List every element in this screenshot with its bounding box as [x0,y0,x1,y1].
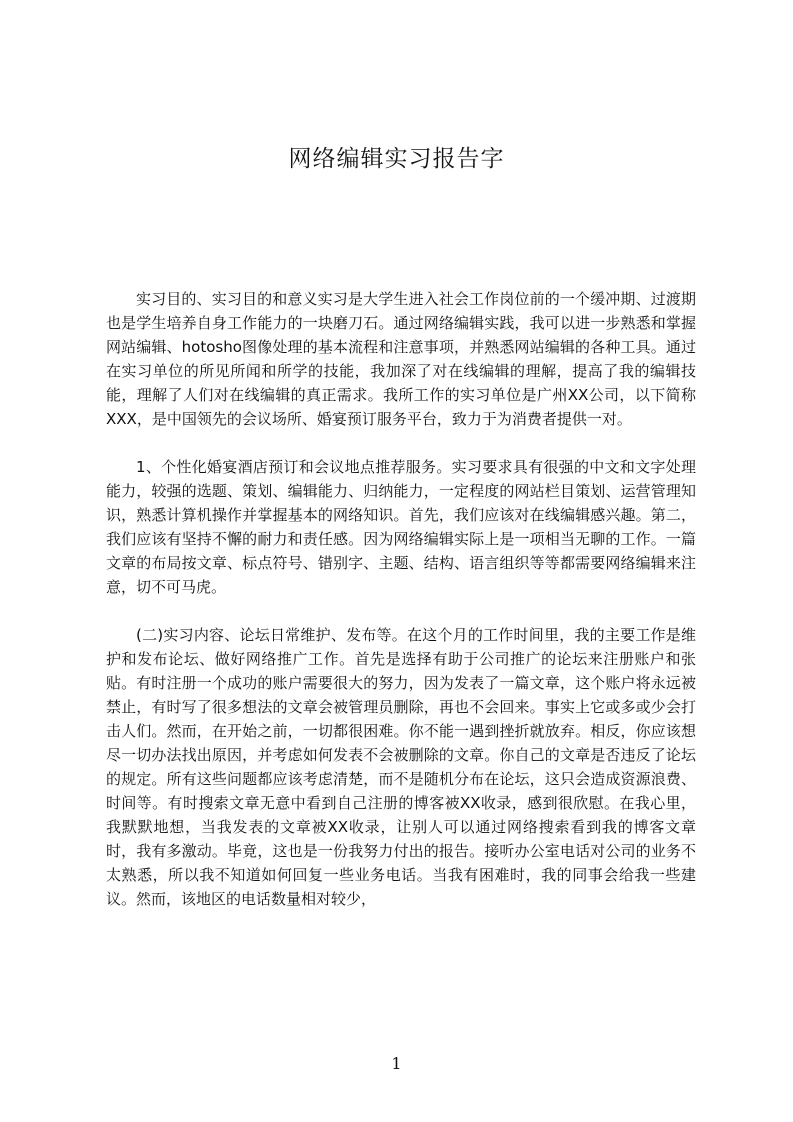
paragraph-content: (二)实习内容、论坛日常维护、发布等。在这个月的工作时间里，我的主要工作是维护和发布论坛、做好网络推广工作。首先是选择有助于公司推广的论坛来注册账户和张贴。有时注册一个成功的账户需要很大的努力，因为发表了一篇文章，这个账户将永远被禁止，有时写了很多想法的文章会被管理员删除，再也不会回来。事实上它或多或少会打击人们。然而，在开始之前，一切都很困难。你不能一遇到挫折就放弃。相反，你应该想尽一切办法找出原因，并考虑如何发表不会被删除的文章。你自己的文章是否违反了论坛的规定。所有这些问题都应该考虑清楚，而不是随机分布在论坛，这只会造成资源浪费、时间等。有时搜索文章无意中看到自己注册的博客被XX收录，感到很欣慰。在我心里，我默默地想，当我发表的文章被XX收录，让别人可以通过网络搜索看到我的博客文章时，我有多激动。毕竟，这也是一份我努力付出的报告。接听办公室电话对公司的业务不太熟悉，所以我不知道如何回复一些业务电话。当我有困难时，我的同事会给我一些建议。然而，该地区的电话数量相对较少， [106,626,696,908]
document-body [106,287,696,935]
paragraph-requirements: 1、个性化婚宴酒店预订和会议地点推荐服务。实习要求具有很强的中文和文字处理能力，较强的选题、策划、编辑能力、归纳能力，一定程度的网站栏目策划、运营管理知识，熟悉计算机操作并掌握基本的网络知识。首先，我们应该对在线编辑感兴趣。第二，我们应该有坚持不懈的耐力和责任感。因为网络编辑实际上是一项相当无聊的工作。一篇文章的布局按文章、标点符号、错别字、主题、结构、语言组织等等都需要网络编辑来注意，切不可马虎。 [106,458,696,596]
paragraph-intro: 实习目的、实习目的和意义实习是大学生进入社会工作岗位前的一个缓冲期、过渡期也是学生培养自身工作能力的一块磨刀石。通过网络编辑实践，我可以进一步熟悉和掌握网站编辑、hotosho图像处理的基本流程和注意事项，并熟悉网站编辑的各种工具。通过在实习单位的所见所闻和所学的技能，我加深了对在线编辑的理解，提高了我的编辑技能，理解了人们对在线编辑的真正需求。我所工作的实习单位是广州XX公司，以下简称XXX，是中国领先的会议场所、婚宴预订服务平台，致力于为消费者提供一对。 [106,290,696,428]
page-number: 1 [391,1054,402,1073]
page-title: 网络编辑实习报告字 [288,146,505,172]
